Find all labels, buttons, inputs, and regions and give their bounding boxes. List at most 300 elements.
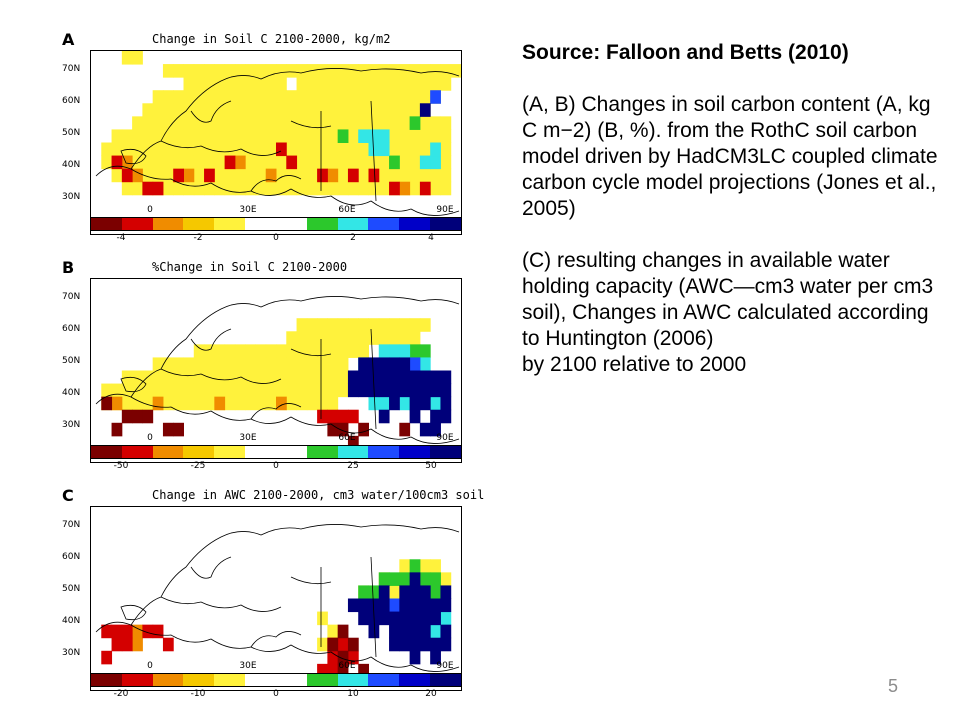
- grid-cell-yellow: [194, 397, 205, 411]
- colorbar-label: 0: [273, 233, 279, 243]
- grid-cell-navy: [348, 599, 359, 613]
- grid-cell-yellow: [194, 90, 205, 104]
- grid-cell-yellow: [245, 169, 256, 183]
- grid-cell-yellow: [153, 169, 164, 183]
- grid-cell-red: [122, 638, 133, 652]
- grid-cell-orange: [399, 182, 410, 196]
- lon-label: 90E: [436, 661, 454, 671]
- grid-cell-yellow: [245, 103, 256, 117]
- grid-cell-yellow: [389, 143, 400, 157]
- grid-cell-yellow: [317, 182, 328, 196]
- grid-cell-yellow: [338, 77, 349, 91]
- lat-label: 40N: [62, 388, 81, 398]
- grid-cell-yellow: [358, 318, 369, 332]
- grid-cell-yellow: [163, 357, 174, 371]
- grid-cell-navy: [389, 384, 400, 398]
- grid-cell-darkred: [358, 423, 369, 437]
- panel-letter: C: [62, 486, 74, 505]
- grid-cell-red: [348, 169, 359, 183]
- grid-cell-navy: [410, 651, 421, 665]
- colorbar-swatch: [153, 218, 184, 230]
- grid-cell-yellow: [255, 64, 266, 78]
- grid-cell-yellow: [266, 129, 277, 143]
- grid-cell-navy: [420, 638, 431, 652]
- grid-cell-cyan: [430, 397, 441, 411]
- grid-cell-navy: [399, 357, 410, 371]
- grid-cell-darkred: [348, 638, 359, 652]
- grid-cell-yellow: [214, 143, 225, 157]
- grid-cell-yellow: [204, 156, 215, 170]
- grid-cell-yellow: [327, 331, 338, 345]
- grid-cell-yellow: [266, 103, 277, 117]
- grid-cell-yellow: [307, 103, 318, 117]
- panel-title: %Change in Soil C 2100-2000: [152, 260, 348, 274]
- grid-cell-yellow: [317, 638, 328, 652]
- grid-cell-yellow: [297, 384, 308, 398]
- grid-cell-yellow: [440, 77, 451, 91]
- colorbar-swatch: [307, 446, 338, 458]
- panel-title: Change in AWC 2100-2000, cm3 water/100cm3 soil: [152, 488, 485, 502]
- grid-cell-yellow: [184, 371, 195, 385]
- grid-cell-navy: [440, 638, 451, 652]
- grid-cell-yellow: [327, 625, 338, 639]
- caption-paragraph-c: (C) resulting changes in available water holding capacity (AWC—cm3 water per cm3 soil), Changes in AWC calculated according to Huntington (2006): [522, 249, 934, 350]
- grid-cell-yellow: [399, 143, 410, 157]
- colorbar-swatch: [276, 674, 307, 686]
- grid-cell-yellow: [245, 182, 256, 196]
- grid-cell-orange: [327, 169, 338, 183]
- coastline: [161, 597, 281, 612]
- grid-cell-navy: [379, 384, 390, 398]
- grid-cell-cyan: [369, 397, 380, 411]
- grid-cell-yellow: [297, 64, 308, 78]
- grid-cell-yellow: [286, 371, 297, 385]
- grid-cell-darkred: [327, 638, 338, 652]
- grid-cell-yellow: [420, 77, 431, 91]
- grid-cell-yellow: [163, 384, 174, 398]
- grid-cell-yellow: [112, 143, 123, 157]
- grid-cell-green: [389, 156, 400, 170]
- grid-cell-navy: [399, 599, 410, 613]
- grid-cell-yellow: [194, 143, 205, 157]
- grid-cell-red: [173, 169, 184, 183]
- lon-label: 30E: [239, 205, 257, 215]
- grid-cell-yellow: [225, 384, 236, 398]
- grid-cell-yellow: [369, 116, 380, 130]
- colorbar-swatch: [122, 218, 153, 230]
- grid-cell-yellow: [430, 129, 441, 143]
- colorbar-swatch: [399, 674, 430, 686]
- grid-cell-yellow: [225, 357, 236, 371]
- grid-cell-cyan: [379, 344, 390, 358]
- grid-cell-yellow: [358, 331, 369, 345]
- colorbar-label: -10: [190, 689, 206, 699]
- grid-cell-red: [112, 156, 123, 170]
- grid-cell-yellow: [307, 129, 318, 143]
- colorbar-swatch: [399, 446, 430, 458]
- grid-cell-navy: [420, 384, 431, 398]
- grid-cell-yellow: [307, 143, 318, 157]
- colorbar-swatch: [368, 218, 399, 230]
- grid-cell-yellow: [214, 371, 225, 385]
- grid-cell-yellow: [266, 371, 277, 385]
- grid-cell-red: [225, 156, 236, 170]
- grid-cell-yellow: [184, 64, 195, 78]
- grid-cell-red: [112, 625, 123, 639]
- grid-cell-yellow: [297, 77, 308, 91]
- grid-cell-yellow: [317, 318, 328, 332]
- grid-cell-yellow: [348, 156, 359, 170]
- grid-cell-navy: [399, 638, 410, 652]
- grid-cell-yellow: [369, 182, 380, 196]
- grid-cell-navy: [389, 638, 400, 652]
- grid-cell-yellow: [297, 182, 308, 196]
- colorbar-swatch: [338, 446, 369, 458]
- grid-cell-yellow: [173, 397, 184, 411]
- grid-cell-yellow: [225, 371, 236, 385]
- colorbar-swatch: [307, 218, 338, 230]
- grid-cell-yellow: [225, 397, 236, 411]
- grid-cell-yellow: [338, 182, 349, 196]
- grid-cell-yellow: [297, 397, 308, 411]
- grid-cell-navy: [420, 585, 431, 599]
- grid-cell-navy: [440, 397, 451, 411]
- grid-cell-yellow: [204, 357, 215, 371]
- grid-cell-red: [420, 182, 431, 196]
- grid-cell-yellow: [327, 182, 338, 196]
- grid-cell-yellow: [348, 77, 359, 91]
- grid-cell-yellow: [235, 384, 246, 398]
- grid-cell-yellow: [440, 169, 451, 183]
- lat-label: 50N: [62, 128, 81, 138]
- grid-cell-yellow: [327, 90, 338, 104]
- grid-cell-yellow: [327, 77, 338, 91]
- grid-cell-navy: [420, 371, 431, 385]
- grid-cell-red: [142, 182, 153, 196]
- grid-cell-yellow: [245, 397, 256, 411]
- grid-cell-yellow: [163, 169, 174, 183]
- grid-cell-orange: [153, 397, 164, 411]
- soil-carbon-percent-change-map: [90, 278, 462, 463]
- grid-cell-red: [389, 182, 400, 196]
- grid-cell-yellow: [184, 129, 195, 143]
- grid-cell-navy: [420, 625, 431, 639]
- grid-cell-yellow: [214, 344, 225, 358]
- coastline: [121, 605, 146, 619]
- grid-cell-yellow: [358, 77, 369, 91]
- grid-cell-yellow: [112, 169, 123, 183]
- grid-cell-yellow: [225, 169, 236, 183]
- grid-cell-yellow: [286, 182, 297, 196]
- grid-cell-yellow: [297, 331, 308, 345]
- grid-cell-yellow: [358, 169, 369, 183]
- grid-cell-yellow: [225, 116, 236, 130]
- grid-cell-yellow: [399, 129, 410, 143]
- colorbar-label: -4: [116, 233, 126, 243]
- grid-cell-red: [153, 625, 164, 639]
- grid-cell-yellow: [410, 169, 421, 183]
- grid-cell-yellow: [225, 143, 236, 157]
- grid-cell-navy: [420, 423, 431, 437]
- grid-cell-navy: [369, 357, 380, 371]
- grid-cell-yellow: [276, 64, 287, 78]
- grid-cell-darkred: [399, 423, 410, 437]
- grid-cell-yellow: [184, 77, 195, 91]
- grid-cell-yellow: [266, 64, 277, 78]
- grid-cell-yellow: [297, 357, 308, 371]
- grid-cell-yellow: [204, 397, 215, 411]
- grid-cell-yellow: [173, 90, 184, 104]
- grid-cell-navy: [440, 384, 451, 398]
- grid-cell-yellow: [214, 169, 225, 183]
- grid-cell-navy: [399, 625, 410, 639]
- grid-cell-yellow: [369, 90, 380, 104]
- grid-cell-green: [410, 344, 421, 358]
- grid-cell-yellow: [153, 116, 164, 130]
- grid-cell-yellow: [399, 77, 410, 91]
- coastline: [251, 631, 301, 647]
- colorbar-swatch: [214, 674, 245, 686]
- colorbar-swatch: [276, 218, 307, 230]
- grid-cell-yellow: [286, 143, 297, 157]
- grid-cell-yellow: [173, 384, 184, 398]
- grid-cell-yellow: [297, 156, 308, 170]
- grid-cell-yellow: [307, 90, 318, 104]
- grid-cell-yellow: [194, 344, 205, 358]
- grid-cell-yellow: [420, 64, 431, 78]
- grid-cell-yellow: [245, 156, 256, 170]
- grid-cell-cyan: [389, 344, 400, 358]
- grid-cell-yellow: [142, 103, 153, 117]
- grid-cell-green: [410, 559, 421, 573]
- panel-a: [62, 30, 462, 256]
- grid-cell-yellow: [317, 612, 328, 626]
- grid-cell-yellow: [245, 384, 256, 398]
- grid-cell-yellow: [369, 103, 380, 117]
- grid-cell-navy: [410, 384, 421, 398]
- grid-cell-yellow: [420, 129, 431, 143]
- grid-cell-yellow: [348, 64, 359, 78]
- grid-cell-yellow: [194, 156, 205, 170]
- grid-cell-cyan: [399, 397, 410, 411]
- colorbar-swatch: [245, 674, 276, 686]
- grid-cell-orange: [112, 397, 123, 411]
- grid-cell-yellow: [440, 572, 451, 586]
- grid-cell-yellow: [379, 156, 390, 170]
- grid-cell-red: [317, 169, 328, 183]
- grid-cell-yellow: [132, 182, 143, 196]
- colorbar-swatch: [276, 446, 307, 458]
- grid-cell-yellow: [101, 143, 112, 157]
- grid-cell-yellow: [225, 64, 236, 78]
- grid-cell-yellow: [173, 64, 184, 78]
- grid-cell-yellow: [266, 90, 277, 104]
- grid-cell-yellow: [399, 103, 410, 117]
- grid-cell-darkred: [122, 410, 133, 424]
- grid-cell-navy: [410, 585, 421, 599]
- grid-cell-yellow: [132, 51, 143, 65]
- lon-label: 90E: [436, 433, 454, 443]
- grid-cell-yellow: [225, 344, 236, 358]
- grid-cell-yellow: [338, 64, 349, 78]
- grid-cell-yellow: [225, 182, 236, 196]
- grid-cell-blue: [389, 599, 400, 613]
- grid-cell-yellow: [379, 318, 390, 332]
- grid-cell-cyan: [379, 143, 390, 157]
- grid-cell-yellow: [420, 90, 431, 104]
- grid-cell-green: [358, 585, 369, 599]
- grid-cell-navy: [440, 410, 451, 424]
- grid-cell-yellow: [235, 397, 246, 411]
- grid-cell-green: [338, 129, 349, 143]
- grid-cell-yellow: [204, 77, 215, 91]
- grid-cell-yellow: [194, 103, 205, 117]
- grid-cell-yellow: [348, 90, 359, 104]
- lon-label: 0: [147, 433, 153, 443]
- lon-label: 0: [147, 661, 153, 671]
- grid-cell-yellow: [225, 77, 236, 91]
- grid-cell-yellow: [317, 143, 328, 157]
- colorbar-swatch: [430, 674, 461, 686]
- grid-cell-yellow: [358, 90, 369, 104]
- grid-cell-yellow: [245, 77, 256, 91]
- grid-cell-red: [369, 169, 380, 183]
- grid-cell-cyan: [440, 612, 451, 626]
- grid-cell-yellow: [297, 90, 308, 104]
- grid-cell-navy: [358, 371, 369, 385]
- grid-cell-yellow: [235, 129, 246, 143]
- colorbar-swatch: [183, 674, 214, 686]
- lat-label: 40N: [62, 616, 81, 626]
- grid-cell-red: [338, 638, 349, 652]
- grid-cell-yellow: [338, 143, 349, 157]
- grid-cell-yellow: [389, 64, 400, 78]
- grid-cell-yellow: [410, 182, 421, 196]
- grid-cell-yellow: [235, 357, 246, 371]
- grid-cell-yellow: [369, 64, 380, 78]
- grid-cell-yellow: [369, 331, 380, 345]
- slide-number: 5: [888, 676, 899, 696]
- lat-label: 60N: [62, 324, 81, 334]
- grid-cell-yellow: [204, 90, 215, 104]
- grid-cell-cyan: [399, 344, 410, 358]
- grid-cell-yellow: [276, 116, 287, 130]
- grid-cell-red: [204, 169, 215, 183]
- grid-cell-red: [163, 638, 174, 652]
- grid-cell-yellow: [297, 129, 308, 143]
- grid-cell-red: [338, 410, 349, 424]
- grid-cell-yellow: [255, 344, 266, 358]
- grid-cell-yellow: [214, 129, 225, 143]
- grid-cell-navy: [440, 625, 451, 639]
- grid-cell-yellow: [420, 143, 431, 157]
- grid-cell-yellow: [379, 331, 390, 345]
- grid-cell-yellow: [379, 116, 390, 130]
- grid-cell-yellow: [122, 182, 133, 196]
- colorbar-swatch: [368, 446, 399, 458]
- grid-cell-yellow: [173, 103, 184, 117]
- grid-cell-navy: [358, 612, 369, 626]
- grid-cell-yellow: [276, 156, 287, 170]
- grid-cell-yellow: [286, 103, 297, 117]
- grid-cell-green: [430, 585, 441, 599]
- grid-cell-yellow: [235, 169, 246, 183]
- grid-cell-navy: [440, 371, 451, 385]
- grid-cell-yellow: [142, 116, 153, 130]
- grid-cell-navy: [379, 410, 390, 424]
- grid-cell-yellow: [204, 103, 215, 117]
- grid-cell-yellow: [379, 77, 390, 91]
- grid-cell-darkred: [163, 423, 174, 437]
- grid-cell-navy: [379, 371, 390, 385]
- grid-cell-darkred: [132, 410, 143, 424]
- grid-cell-yellow: [338, 384, 349, 398]
- grid-cell-yellow: [194, 182, 205, 196]
- grid-cell-yellow: [307, 182, 318, 196]
- grid-cell-yellow: [163, 103, 174, 117]
- grid-cell-yellow: [399, 116, 410, 130]
- grid-cell-navy: [348, 384, 359, 398]
- lat-label: 50N: [62, 356, 81, 366]
- grid-cell-green: [430, 572, 441, 586]
- grid-cell-navy: [440, 585, 451, 599]
- grid-cell-yellow: [235, 103, 246, 117]
- grid-cell-cyan: [430, 625, 441, 639]
- grid-cell-navy: [420, 599, 431, 613]
- grid-cell-yellow: [194, 357, 205, 371]
- grid-cell-yellow: [410, 103, 421, 117]
- grid-cell-yellow: [255, 371, 266, 385]
- grid-cell-yellow: [142, 129, 153, 143]
- grid-cell-yellow: [255, 103, 266, 117]
- grid-cell-yellow: [142, 156, 153, 170]
- grid-cell-navy: [389, 357, 400, 371]
- grid-cell-yellow: [379, 64, 390, 78]
- grid-cell-navy: [358, 599, 369, 613]
- grid-cell-yellow: [255, 384, 266, 398]
- colorbar-label: 2: [350, 233, 356, 243]
- grid-cell-yellow: [297, 103, 308, 117]
- panel-c: [62, 486, 485, 712]
- grid-cell-yellow: [338, 344, 349, 358]
- grid-cell-yellow: [276, 371, 287, 385]
- colorbar-swatch: [430, 446, 461, 458]
- grid-cell-yellow: [317, 397, 328, 411]
- grid-cell-yellow: [153, 384, 164, 398]
- grid-cell-yellow: [410, 77, 421, 91]
- colorbar: [90, 445, 462, 459]
- grid-cell-darkred: [338, 625, 349, 639]
- grid-cell-yellow: [338, 156, 349, 170]
- grid-cell-navy: [430, 612, 441, 626]
- lat-label: 30N: [62, 648, 81, 658]
- awc-change-map: [90, 506, 462, 691]
- grid-cell-yellow: [327, 116, 338, 130]
- soil-carbon-change-map: [90, 50, 462, 235]
- grid-cell-yellow: [317, 156, 328, 170]
- grid-cell-yellow: [327, 371, 338, 385]
- grid-cell-navy: [389, 397, 400, 411]
- grid-cell-red: [327, 410, 338, 424]
- grid-cell-yellow: [327, 357, 338, 371]
- grid-cell-navy: [379, 585, 390, 599]
- grid-cell-yellow: [266, 116, 277, 130]
- grid-cell-yellow: [440, 156, 451, 170]
- figure-caption: [522, 40, 942, 378]
- grid-cell-yellow: [132, 129, 143, 143]
- grid-cell-yellow: [358, 182, 369, 196]
- lon-label: 60E: [338, 661, 356, 671]
